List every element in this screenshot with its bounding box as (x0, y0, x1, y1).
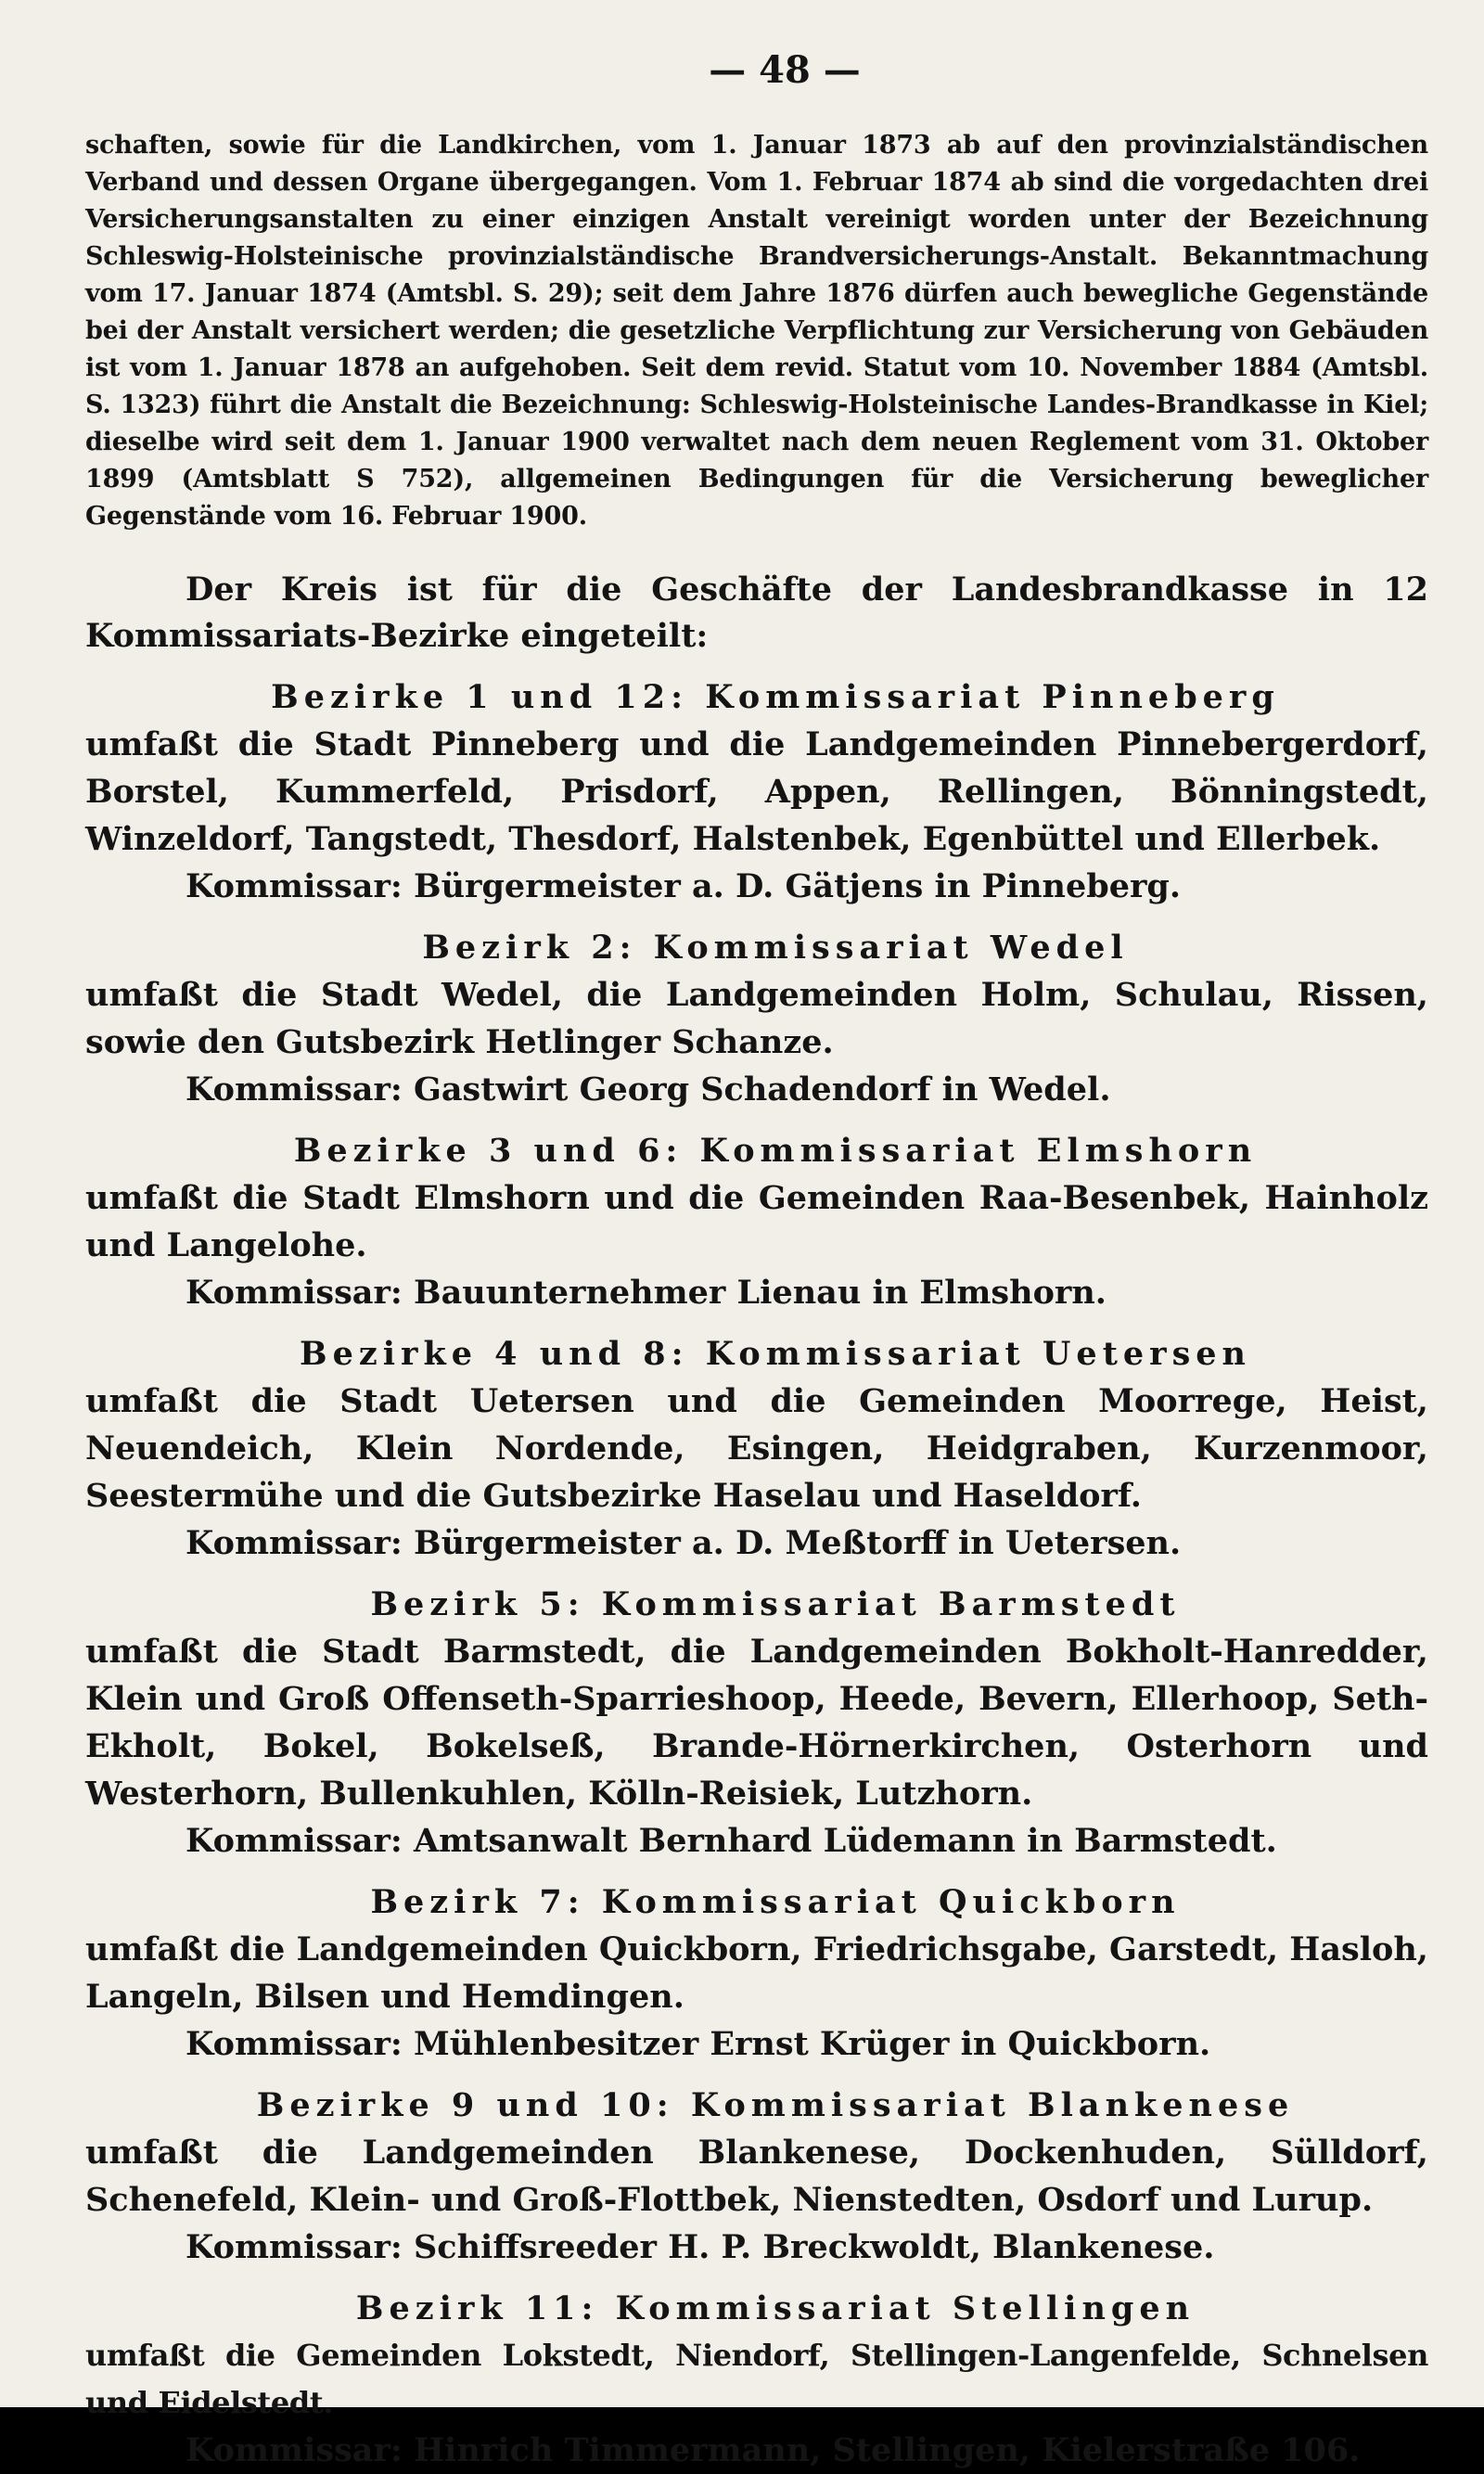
page-number: — 48 — (709, 48, 861, 92)
district-commissioner: Kommissar: Amtsanwalt Bernhard Lüdemann in Barmstedt. (186, 1822, 1277, 1860)
district-blankenese (85, 2083, 1428, 2271)
district-commissioner: Kommissar: Bürgermeister a. D. Gätjens in Pinneberg. (186, 867, 1182, 905)
district-scope: umfaßt die Stadt Wedel, die Landgemeinden Holm, Schulau, Rissen, sowie den Gutsbezirk Hetlinger Schanze. (85, 976, 1428, 1061)
districts-lead: Der Kreis ist für die Geschäfte der Landesbrandkasse in 12 Kommissariats-Bezirke eingeteilt: (85, 570, 1428, 655)
district-title: Bezirke 4 und 8: Kommissariat Uetersen (299, 1335, 1251, 1373)
district-title: Bezirk 5: Kommissariat Barmstedt (370, 1585, 1181, 1623)
district-scope: umfaßt die Landgemeinden Blankenese, Dockenhuden, Sülldorf, Schenefeld, Klein- und Groß-Flottbek, Nienstedten, Osdorf und Lurup. (85, 2134, 1428, 2219)
intro-paragraph: schaften, sowie für die Landkirchen, vom 1. Januar 1873 ab auf den provinzialständischen Verband und dessen Organe übergegangen. Vom 1. Februar 1874 ab sind die vorgedachten drei Versicherungsanstalten zu einer einzigen Anstalt vereinigt worden unter der Bezeichnung Schleswig-Holsteinische provinzialständische Brandversicherungs-Anstalt. Bekanntmachung vom 17. Januar 1874 (Amtsbl. S. 29); seit dem Jahre 1876 dürfen auch bewegliche Gegenstände bei der Anstalt versichert werden; die gesetzliche Verpflichtung zur Versicherung von Gebäuden ist vom 1. Januar 1878 an aufgehoben. Seit dem revid. Statut vom 10. November 1884 (Amtsbl. S. 1323) führt die Anstalt die Bezeichnung: Schleswig-Holsteinische Landes-Brandkasse in Kiel; dieselbe wird seit dem 1. Januar 1900 verwaltet nach dem neuen Reglement vom 31. Oktober 1899 (Amtsblatt S 752), allgemeinen Bedingungen für die Versicherung beweglicher Gegenstände vom 16. Februar 1900. (85, 131, 1428, 531)
district-title: Bezirke 3 und 6: Kommissariat Elmshorn (293, 1132, 1258, 1170)
district-scope: umfaßt die Gemeinden Lokstedt, Niendorf, Stellingen-Langenfelde, Schnelsen und Eidelstedt. (85, 2338, 1428, 2420)
district-commissioner: Kommissar: Bauunternehmer Lienau in Elmshorn. (186, 1274, 1107, 1312)
district-pinneberg (85, 674, 1428, 910)
district-commissioner: Kommissar: Gastwirt Georg Schadendorf in Wedel. (186, 1070, 1111, 1109)
district-barmstedt (85, 1582, 1428, 1865)
district-commissioner: Kommissar: Schiffsreeder H. P. Breckwoldt, Blankenese. (186, 2228, 1215, 2266)
district-elmshorn (85, 1128, 1428, 1316)
district-scope: umfaßt die Stadt Uetersen und die Gemeinden Moorrege, Heist, Neuendeich, Klein Nordende, Esingen, Heidgraben, Kurzenmoor, Seestermühe und die Gutsbezirke Haselau und Haseldorf. (85, 1382, 1428, 1515)
district-quickborn (85, 1879, 1428, 2068)
district-commissioner: Kommissar: Hinrich Timmermann, Stellingen, Kielerstraße 106. (186, 2431, 1361, 2469)
district-scope: umfaßt die Landgemeinden Quickborn, Friedrichsgabe, Garstedt, Hasloh, Langeln, Bilsen und Hemdingen. (85, 1930, 1428, 2016)
district-commissioner: Kommissar: Bürgermeister a. D. Meßtorff in Uetersen. (186, 1524, 1182, 1562)
district-title: Bezirke 1 und 12: Kommissariat Pinneberg (271, 678, 1280, 716)
district-wedel (85, 925, 1428, 1113)
district-uetersen (85, 1331, 1428, 1567)
district-title: Bezirk 11: Kommissariat Stellingen (355, 2289, 1196, 2327)
district-title: Bezirk 7: Kommissariat Quickborn (370, 1883, 1181, 1921)
district-stellingen (85, 2286, 1428, 2474)
district-scope: umfaßt die Stadt Elmshorn und die Gemeinden Raa-Besenbek, Hainholz und Langelohe. (85, 1179, 1428, 1264)
district-title: Bezirke 9 und 10: Kommissariat Blankenese (256, 2086, 1295, 2124)
district-commissioner: Kommissar: Mühlenbesitzer Ernst Krüger in Quickborn. (186, 2025, 1211, 2063)
district-scope: umfaßt die Stadt Barmstedt, die Landgemeinden Bokholt-Hanredder, Klein und Groß Offenseth-Sparrieshoop, Heede, Bevern, Ellerhoop, Seth-Ekholt, Bokel, Bokelseß, Brande-Hörnerkirchen, Osterhorn und Westerhorn, Bullenkuhlen, Kölln-Reisiek, Lutzhorn. (85, 1633, 1428, 1813)
district-scope: umfaßt die Stadt Pinneberg und die Landgemeinden Pinnebergerdorf, Borstel, Kummerfeld, Prisdorf, Appen, Rellingen, Bönningstedt, Winzeldorf, Tangstedt, Thesdorf, Halstenbek, Egenbüttel und Ellerbek. (85, 725, 1428, 858)
district-title: Bezirk 2: Kommissariat Wedel (422, 929, 1129, 967)
